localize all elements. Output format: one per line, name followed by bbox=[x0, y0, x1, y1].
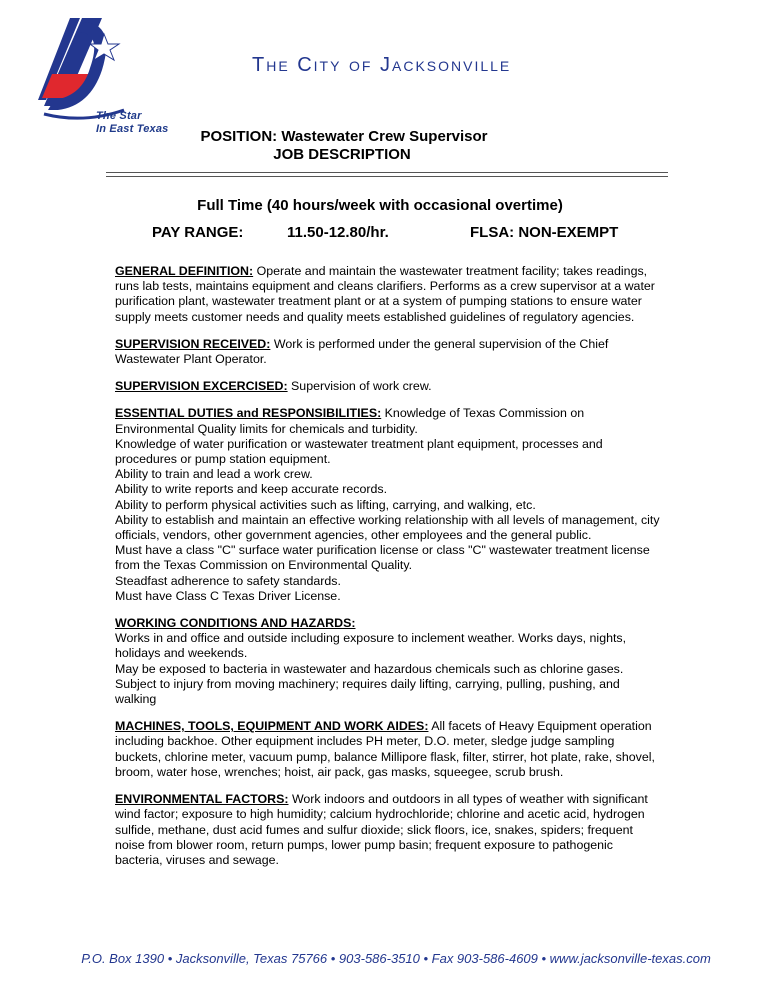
section-heading: SUPERVISION EXCERCISED: bbox=[115, 379, 288, 394]
section-text: Ability to train and lead a work crew. bbox=[115, 467, 313, 482]
position-title: POSITION: Wastewater Crew Supervisor bbox=[200, 128, 488, 145]
section-text: Supervision of work crew. bbox=[291, 379, 432, 394]
section-text: Knowledge of Texas Commission on Environmental Quality limits for chemicals and turbidity. bbox=[115, 406, 585, 436]
position-subtitle: JOB DESCRIPTION bbox=[273, 146, 411, 163]
section-text: Ability to perform physical activities such as lifting, carrying, and walking, etc. bbox=[115, 497, 536, 512]
section-text: Must have a class "C" surface water purification license or class "C" wastewater treatment license from the Texas Commission on Environmental Quality. bbox=[115, 543, 650, 573]
section-text: All facets of Heavy Equipment operation including backhoe. Other equipment includes PH meter, D.O. meter, sledge judge sampling buckets, chlorine meter, vacuum pump, balance Millipore flask, filter, stirrer, hot plate, rake, shovel, broom, water hose, wrenches; hoist, air pack, gas masks, squeegee, scrub brush. bbox=[115, 719, 655, 779]
full-time-note: Full Time (40 hours/week with occasional overtime) bbox=[197, 197, 563, 214]
pay-range-value: 11.50-12.80/hr. bbox=[287, 224, 389, 241]
section-text: Operate and maintain the wastewater treatment facility; takes readings, runs lab tests, maintains equipment and cleans clarifiers. Performs as a crew supervisor at a water purification plant, wastewater treatment plant or at a system of pumping stations to ensure water supply meets customer needs and quality meets established guidelines of regulatory agencies. bbox=[115, 264, 655, 324]
section-general-definition bbox=[115, 264, 663, 325]
tagline-line2: In East Texas bbox=[96, 123, 169, 135]
section-text: Subject to injury from moving machinery; requires daily lifting, carrying, pulling, pushing, and walking bbox=[115, 676, 620, 707]
section-text: Works in and office and outside including exposure to inclement weather. Works days, nights, holidays and weekends. bbox=[115, 631, 627, 661]
section-heading: ENVIRONMENTAL FACTORS: bbox=[115, 792, 289, 807]
section-heading: WORKING CONDITIONS AND HAZARDS: bbox=[115, 616, 356, 631]
section-text: Ability to establish and maintain an effective working relationship with all levels of management, city officials, vendors, other government agencies, other employees and the general public. bbox=[115, 512, 660, 543]
section-text: Steadfast adherence to safety standards. bbox=[115, 573, 341, 588]
job-description-body bbox=[115, 264, 663, 880]
city-star-logo bbox=[24, 14, 164, 132]
section-heading: GENERAL DEFINITION: bbox=[115, 264, 254, 278]
section-text: Ability to write reports and keep accurate records. bbox=[115, 482, 388, 497]
section-heading: SUPERVISION RECEIVED: bbox=[115, 336, 271, 351]
divider bbox=[106, 176, 668, 177]
tagline-line1: The Star bbox=[96, 110, 142, 122]
section-text: Work indoors and outdoors in all types of weather with significant wind factor; exposure to high humidity; calcium hydrochloride; chlorine and acetic acid, hydrogen sulfide, methane, dust acid fumes and sulfur dioxide; slick floors, ice, snakes, spiders; frequent noise from blower room, return pumps, lower pump basin; frequent exposure to pathogenic bacteria, viruses and sewage. bbox=[115, 792, 648, 867]
pay-range-label: PAY RANGE: bbox=[152, 224, 244, 241]
section-text: May be exposed to bacteria in wastewater and hazardous chemicals such as chlorine gases. bbox=[115, 661, 624, 676]
section-supervision-exercised bbox=[115, 379, 663, 394]
section-environmental-factors bbox=[115, 792, 663, 868]
footer-contact: P.O. Box 1390 • Jacksonville, Texas 75766 • 903-586-3510 • Fax 903-586-4609 • www.jacksonville-texas.com bbox=[81, 951, 711, 966]
section-heading: MACHINES, TOOLS, EQUIPMENT AND WORK AIDES: bbox=[115, 719, 429, 734]
flsa-status: FLSA: NON-EXEMPT bbox=[470, 224, 619, 241]
section-heading: ESSENTIAL DUTIES and RESPONSIBILITIES: bbox=[115, 406, 382, 421]
section-working-conditions bbox=[115, 616, 663, 707]
section-text: Must have Class C Texas Driver License. bbox=[115, 588, 341, 603]
section-machines-tools bbox=[115, 719, 663, 780]
section-supervision-received bbox=[115, 337, 663, 367]
divider bbox=[106, 172, 668, 173]
city-title: The City of Jacksonville bbox=[252, 54, 512, 76]
section-text: Work is performed under the general supervision of the Chief Wastewater Plant Operator. bbox=[115, 336, 609, 367]
section-essential-duties bbox=[115, 406, 663, 604]
section-text: Knowledge of water purification or wastewater treatment plant equipment, processes and procedures or pump station equipment. bbox=[115, 436, 603, 467]
